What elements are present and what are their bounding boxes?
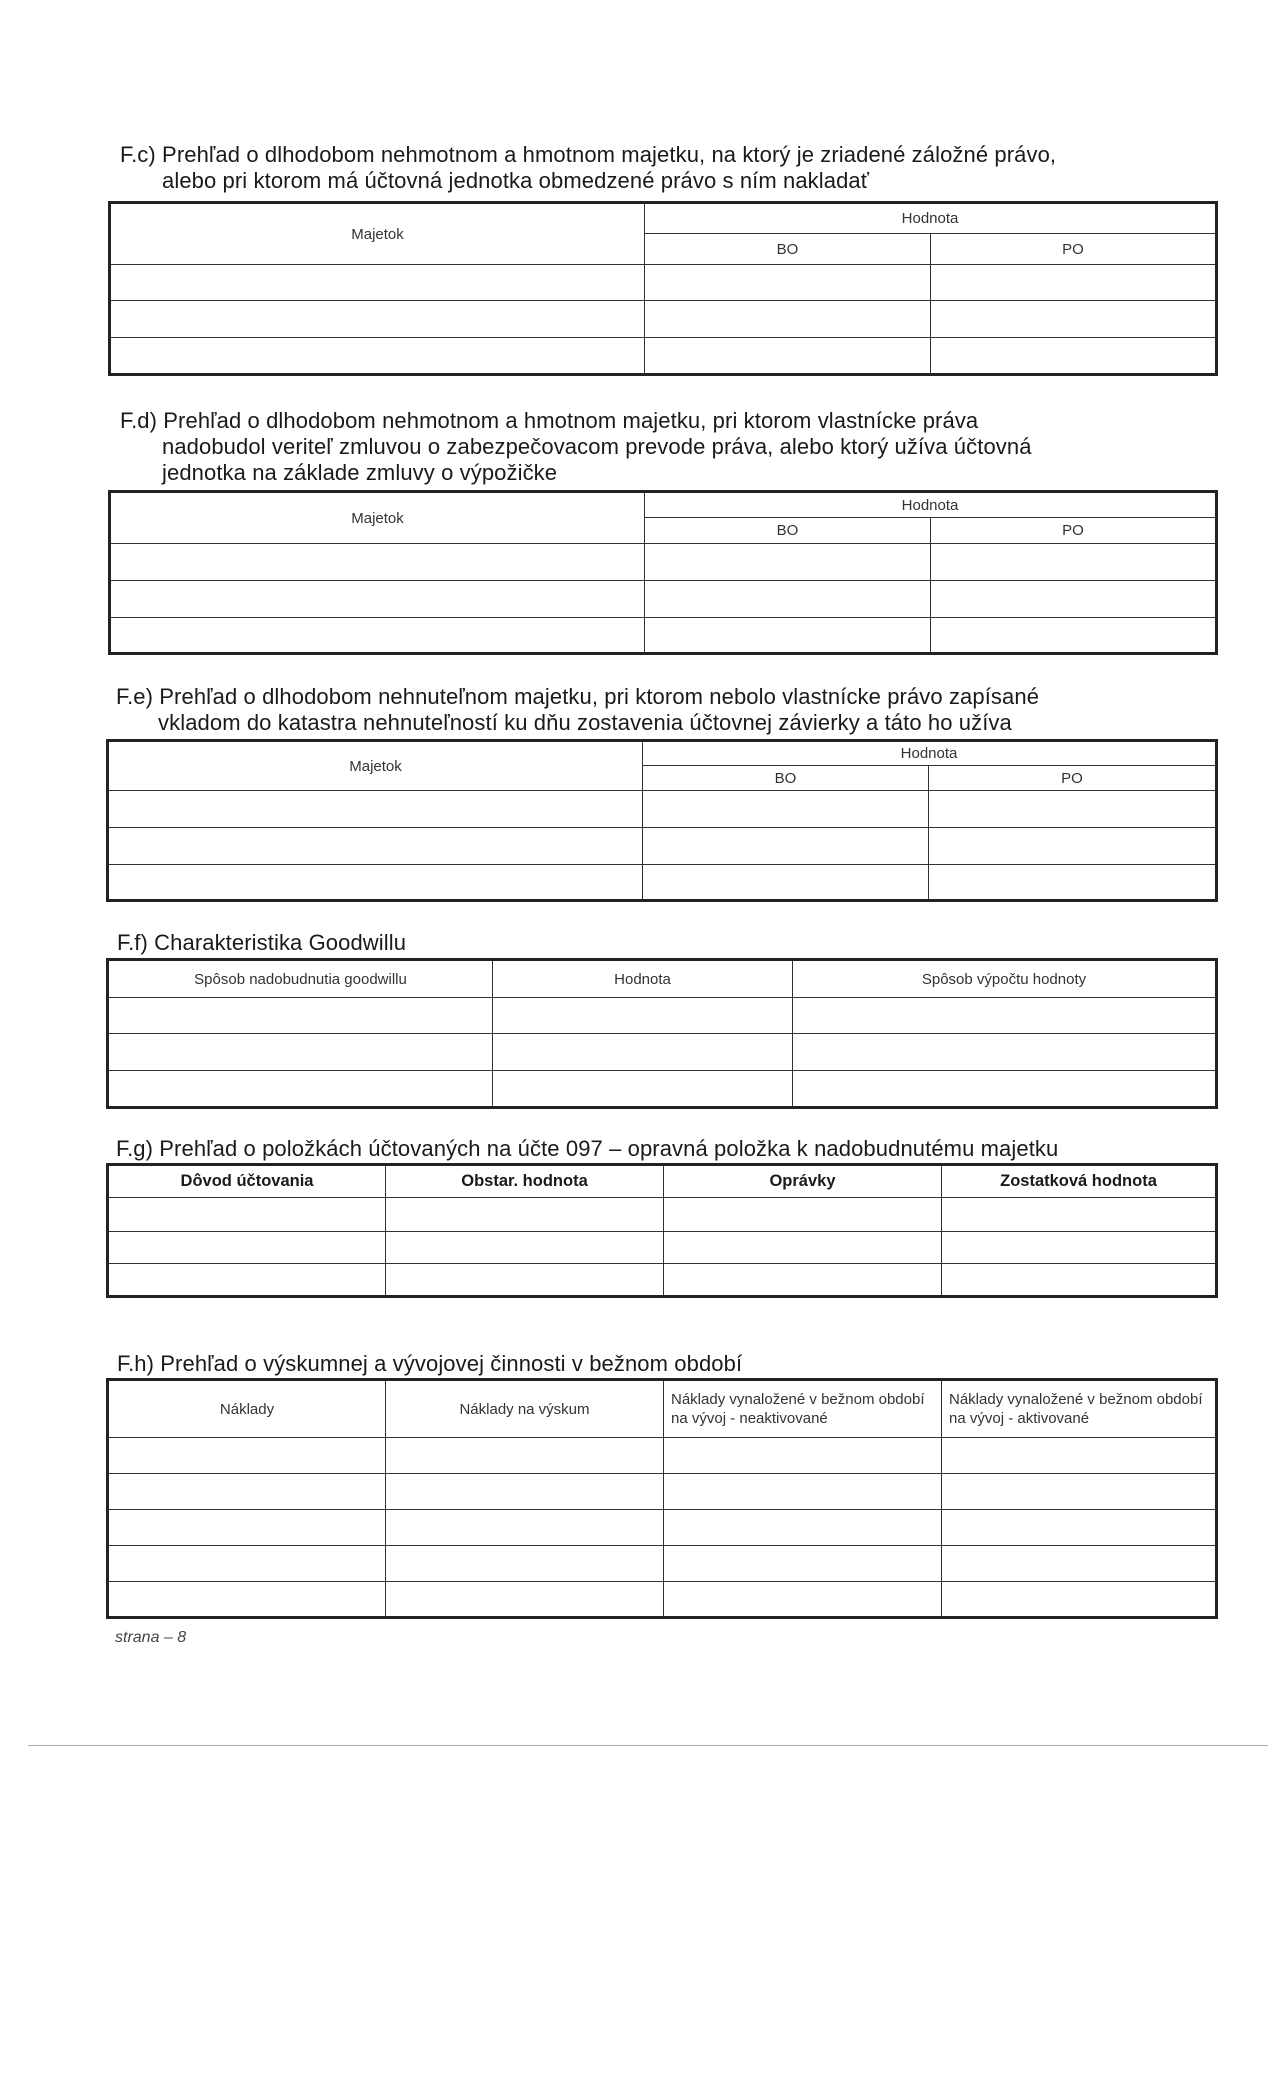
table-row bbox=[108, 1438, 1217, 1474]
table-cell bbox=[386, 1232, 664, 1264]
table-cell bbox=[645, 581, 931, 618]
section-ff-title-text: F.f) Charakteristika Goodwillu bbox=[117, 930, 407, 955]
table-cell bbox=[931, 618, 1217, 654]
fg-col-reason: Dôvod účtovania bbox=[108, 1165, 386, 1198]
table-cell bbox=[929, 791, 1217, 828]
table-row bbox=[110, 544, 1217, 581]
table-row bbox=[108, 1510, 1217, 1546]
fd-col-bo: BO bbox=[645, 518, 931, 544]
table-cell bbox=[793, 1034, 1217, 1071]
table-cell bbox=[108, 828, 643, 865]
table-cell bbox=[664, 1582, 942, 1618]
table-row bbox=[108, 1198, 1217, 1232]
ff-col-value: Hodnota bbox=[493, 960, 793, 998]
fd-col-po: PO bbox=[931, 518, 1217, 544]
table-row bbox=[108, 1474, 1217, 1510]
table-cell bbox=[645, 544, 931, 581]
table-cell bbox=[386, 1198, 664, 1232]
section-fc-title-line1: F.c) Prehľad o dlhodobom nehmotnom a hmotnom majetku, na ktorý je zriadené záložné právo, bbox=[120, 142, 1057, 167]
fg-col-residual: Zostatková hodnota bbox=[942, 1165, 1217, 1198]
section-fg-title-text: F.g) Prehľad o položkách účtovaných na účte 097 – opravná položka k nadobudnutému majetku bbox=[116, 1136, 1059, 1161]
table-cell bbox=[108, 1474, 386, 1510]
table-cell bbox=[110, 581, 645, 618]
divider bbox=[28, 1745, 1268, 1746]
table-cell bbox=[664, 1546, 942, 1582]
table-cell bbox=[664, 1264, 942, 1297]
table-cell bbox=[942, 1232, 1217, 1264]
table-cell bbox=[493, 1034, 793, 1071]
table-cell bbox=[110, 265, 645, 301]
table-cell bbox=[108, 791, 643, 828]
table-row bbox=[108, 791, 1217, 828]
table-cell bbox=[110, 618, 645, 654]
fc-col-asset: Majetok bbox=[110, 203, 645, 265]
fe-col-bo: BO bbox=[643, 766, 929, 791]
table-row bbox=[108, 998, 1217, 1034]
table-cell bbox=[664, 1438, 942, 1474]
table-cell bbox=[643, 791, 929, 828]
table-cell bbox=[929, 828, 1217, 865]
table-cell bbox=[942, 1438, 1217, 1474]
fg-col-acquisition: Obstar. hodnota bbox=[386, 1165, 664, 1198]
table-cell bbox=[108, 1071, 493, 1108]
ff-col-calc: Spôsob výpočtu hodnoty bbox=[793, 960, 1217, 998]
table-cell bbox=[931, 301, 1217, 338]
table-row bbox=[108, 1034, 1217, 1071]
table-cell bbox=[386, 1474, 664, 1510]
table-row bbox=[108, 1264, 1217, 1297]
table-row bbox=[110, 581, 1217, 618]
table-cell bbox=[108, 1232, 386, 1264]
table-fe bbox=[106, 739, 1218, 902]
table-cell bbox=[110, 544, 645, 581]
table-cell bbox=[793, 998, 1217, 1034]
table-cell bbox=[645, 301, 931, 338]
table-cell bbox=[493, 998, 793, 1034]
table-cell bbox=[931, 265, 1217, 301]
table-row bbox=[108, 1232, 1217, 1264]
table-cell bbox=[386, 1264, 664, 1297]
table-cell bbox=[942, 1510, 1217, 1546]
section-fd-title-line3: jednotka na základe zmluvy o výpožičke bbox=[162, 460, 558, 485]
ff-col-method: Spôsob nadobudnutia goodwillu bbox=[108, 960, 493, 998]
section-fh-title-text: F.h) Prehľad o výskumnej a vývojovej činnosti v bežnom období bbox=[117, 1351, 743, 1376]
table-cell bbox=[942, 1546, 1217, 1582]
table-cell bbox=[386, 1546, 664, 1582]
table-cell bbox=[386, 1510, 664, 1546]
section-ff-title bbox=[117, 930, 717, 956]
table-cell bbox=[664, 1474, 942, 1510]
table-fh bbox=[106, 1378, 1218, 1619]
table-row bbox=[108, 828, 1217, 865]
table-row bbox=[108, 1582, 1217, 1618]
fc-col-value: Hodnota bbox=[645, 203, 1217, 234]
table-cell bbox=[942, 1198, 1217, 1232]
table-cell bbox=[664, 1510, 942, 1546]
table-cell bbox=[386, 1582, 664, 1618]
page-number: strana – 8 bbox=[115, 1629, 187, 1646]
table-cell bbox=[108, 1546, 386, 1582]
section-fd-title bbox=[120, 408, 1240, 486]
table-row bbox=[110, 338, 1217, 375]
section-fe-title-line2: vkladom do katastra nehnuteľností ku dňu zostavenia účtovnej závierky a táto ho užíva bbox=[158, 710, 1012, 735]
section-fe-title-line1: F.e) Prehľad o dlhodobom nehnuteľnom majetku, pri ktorom nebolo vlastnícke právo zapísané bbox=[116, 684, 1040, 709]
table-cell bbox=[942, 1474, 1217, 1510]
table-cell bbox=[108, 1438, 386, 1474]
table-cell bbox=[942, 1264, 1217, 1297]
table-cell bbox=[793, 1071, 1217, 1108]
table-cell bbox=[108, 865, 643, 901]
table-cell bbox=[643, 828, 929, 865]
table-cell bbox=[645, 338, 931, 375]
fh-col-research: Náklady na výskum bbox=[386, 1380, 664, 1438]
table-cell bbox=[664, 1232, 942, 1264]
table-cell bbox=[664, 1198, 942, 1232]
section-fg-title bbox=[116, 1136, 1246, 1162]
section-fc-title-line2: alebo pri ktorom má účtovná jednotka obmedzené právo s ním nakladať bbox=[162, 168, 870, 193]
table-row bbox=[108, 1546, 1217, 1582]
table-cell bbox=[645, 265, 931, 301]
table-cell bbox=[931, 581, 1217, 618]
table-cell bbox=[942, 1582, 1217, 1618]
table-fc bbox=[108, 201, 1218, 376]
table-row bbox=[108, 865, 1217, 901]
fh-col-dev-capitalized: Náklady vynaložené v bežnom období na vývoj - aktivované bbox=[942, 1380, 1217, 1438]
table-cell bbox=[386, 1438, 664, 1474]
fc-col-bo: BO bbox=[645, 234, 931, 265]
table-cell bbox=[110, 301, 645, 338]
table-cell bbox=[108, 1264, 386, 1297]
section-fd-title-line1: F.d) Prehľad o dlhodobom nehmotnom a hmotnom majetku, pri ktorom vlastnícke práva bbox=[120, 408, 979, 433]
table-cell bbox=[931, 338, 1217, 375]
table-row bbox=[110, 618, 1217, 654]
section-fe-title bbox=[116, 684, 1246, 736]
table-ff bbox=[106, 958, 1218, 1109]
fh-col-costs: Náklady bbox=[108, 1380, 386, 1438]
table-cell bbox=[108, 1582, 386, 1618]
table-cell bbox=[493, 1071, 793, 1108]
table-cell bbox=[108, 1034, 493, 1071]
fg-col-depreciation: Oprávky bbox=[664, 1165, 942, 1198]
fh-col-dev-expensed: Náklady vynaložené v bežnom období na vývoj - neaktivované bbox=[664, 1380, 942, 1438]
table-cell bbox=[645, 618, 931, 654]
table-cell bbox=[929, 865, 1217, 901]
table-cell bbox=[108, 1510, 386, 1546]
table-cell bbox=[931, 544, 1217, 581]
table-fg bbox=[106, 1163, 1218, 1298]
section-fc-title bbox=[120, 142, 1240, 194]
section-fh-title bbox=[117, 1351, 1017, 1377]
table-cell bbox=[108, 1198, 386, 1232]
table-cell bbox=[108, 998, 493, 1034]
table-row bbox=[110, 301, 1217, 338]
table-row bbox=[110, 265, 1217, 301]
fe-col-value: Hodnota bbox=[643, 741, 1217, 766]
table-fd bbox=[108, 490, 1218, 655]
table-row bbox=[108, 1071, 1217, 1108]
section-fd-title-line2: nadobudol veriteľ zmluvou o zabezpečovacom prevode práva, alebo ktorý užíva účtovná bbox=[162, 434, 1032, 459]
fe-col-po: PO bbox=[929, 766, 1217, 791]
fe-col-asset: Majetok bbox=[108, 741, 643, 791]
table-cell bbox=[643, 865, 929, 901]
fd-col-value: Hodnota bbox=[645, 492, 1217, 518]
table-cell bbox=[110, 338, 645, 375]
fc-col-po: PO bbox=[931, 234, 1217, 265]
fd-col-asset: Majetok bbox=[110, 492, 645, 544]
